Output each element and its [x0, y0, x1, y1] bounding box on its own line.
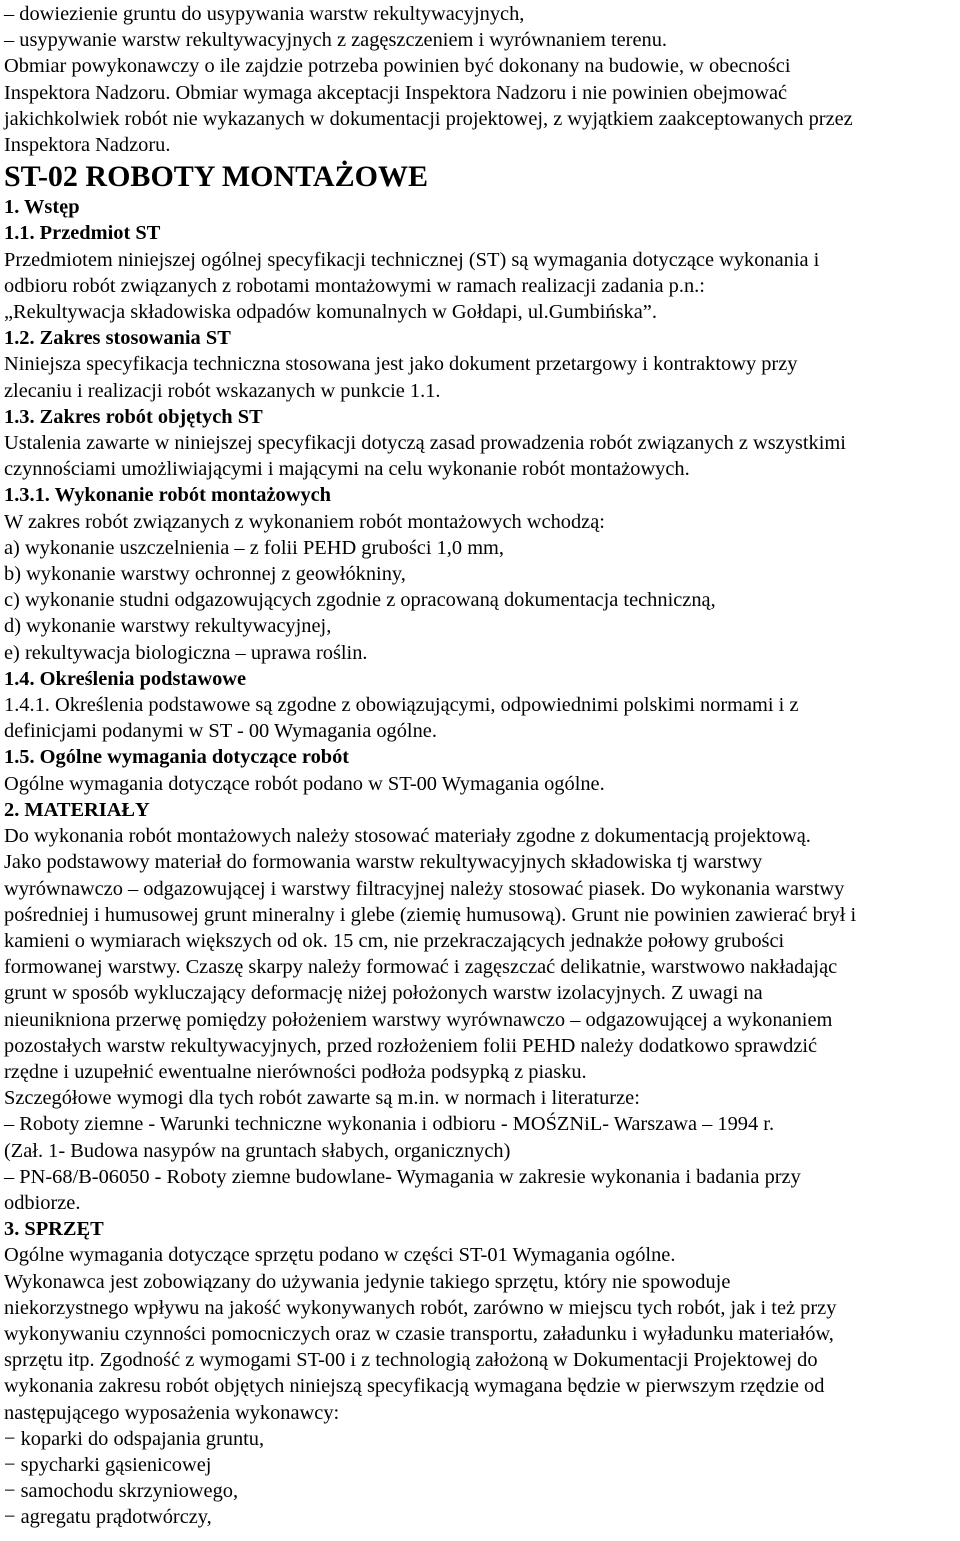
paragraph-line: grunt w sposób wykluczający deformację niżej położonych warstw izolacyjnych. Z uwagi na — [4, 982, 763, 1005]
paragraph-line: Inspektora Nadzoru. Obmiar wymaga akceptacji Inspektora Nadzoru i nie powinien obejmować — [4, 81, 788, 104]
paragraph-line: wykonania zakresu robót objętych niniejszą specyfikacją wymagana będzie w pierwszym rzędzie od — [4, 1375, 825, 1398]
paragraph-line: Niniejsza specyfikacja techniczna stosowana jest jako dokument przetargowy i kontraktowy przy — [4, 353, 798, 376]
paragraph-line: pozostałych warstw rekultywacyjnych, przed rozłożeniem folii PEHD należy dodatkowo sprawdzić — [4, 1034, 818, 1057]
paragraph-line: sprzętu itp. Zgodność z wymogami ST-00 i z technologią założoną w Dokumentacji Projektowej do — [4, 1349, 818, 1372]
section-heading: 1.3. Zakres robót objętych ST — [4, 405, 263, 428]
paragraph-line: wykonywaniu czynności pomocniczych oraz w czasie transportu, załadunku i wyładunku materiałów, — [4, 1322, 834, 1345]
list-item: – PN-68/B-06050 - Roboty ziemne budowlane- Wymagania w zakresie wykonania i badania przy — [4, 1165, 801, 1188]
paragraph-line: Jako podstawowy materiał do formowania warstw rekultywacyjnych składowiska tj warstwy — [4, 851, 763, 874]
section-heading: 1.1. Przedmiot ST — [4, 222, 161, 245]
list-item: − samochodu skrzyniowego, — [4, 1480, 239, 1503]
paragraph-line: Ustalenia zawarte w niniejszej specyfikacji dotyczą zasad prowadzenia robót związanych z wszystkimi — [4, 432, 846, 455]
paragraph-line: nieunikniona przerwę pomiędzy położeniem warstwy wyrównawczo – odgazowującej a wykonaniem — [4, 1008, 833, 1031]
paragraph-line: formowanej warstwy. Czaszę skarpy należy formować i zagęszczać delikatnie, warstwowo nakładając — [4, 956, 838, 979]
list-item: c) wykonanie studni odgazowujących zgodnie z opracowaną dokumentacja techniczną, — [4, 589, 716, 612]
paragraph-line: W zakres robót związanych z wykonaniem robót montażowych wchodzą: — [4, 510, 605, 533]
list-item: d) wykonanie warstwy rekultywacyjnej, — [4, 615, 332, 638]
list-item: – usypywanie warstw rekultywacyjnych z zagęszczeniem i wyrównaniem terenu. — [4, 29, 668, 52]
paragraph-line: niekorzystnego wpływu na jakość wykonywanych robót, zarówno w miejscu tych robót, jak i też przy — [4, 1296, 837, 1319]
list-item: b) wykonanie warstwy ochronnej z geowłókniny, — [4, 563, 406, 586]
paragraph-line: 1.4.1. Określenia podstawowe są zgodne z obowiązującymi, odpowiednimi polskimi normami i z — [4, 694, 799, 717]
section-heading: 1.4. Określenia podstawowe — [4, 667, 247, 690]
paragraph-line: „Rekultywacja składowiska odpadów komunalnych w Gołdapi, ul.Gumbińska”. — [4, 301, 657, 324]
paragraph-line: Inspektora Nadzoru. — [4, 134, 171, 157]
section-heading: 2. MATERIAŁY — [4, 798, 150, 821]
paragraph-line: następującego wyposażenia wykonawcy: — [4, 1401, 340, 1424]
paragraph-line: Szczegółowe wymogi dla tych robót zawarte są m.in. w normach i literaturze: — [4, 1087, 640, 1110]
section-heading: 1.2. Zakres stosowania ST — [4, 327, 231, 350]
document-page — [4, 1, 958, 1531]
paragraph-line: czynnościami umożliwiającymi i mającymi na celu wykonanie robót montażowych. — [4, 458, 690, 481]
paragraph-line: Ogólne wymagania dotyczące robót podano w ST-00 Wymagania ogólne. — [4, 772, 605, 795]
section-heading: 3. SPRZĘT — [4, 1218, 104, 1241]
paragraph-line: odbioru robót związanych z robotami montażowymi w ramach realizacji zadania p.n.: — [4, 274, 705, 297]
section-heading: 1.5. Ogólne wymagania dotyczące robót — [4, 746, 350, 769]
list-item: – Roboty ziemne - Warunki techniczne wykonania i odbioru - MOŚZNiL- Warszawa – 1994 r. — [4, 1113, 775, 1136]
paragraph-line: Do wykonania robót montażowych należy stosować materiały zgodne z dokumentacją projektową. — [4, 825, 811, 848]
paragraph-line: wyrównawczo – odgazowującej i warstwy filtracyjnej należy stosować piasek. Do wykonania warstwy — [4, 877, 845, 900]
section-heading: 1. Wstęp — [4, 196, 80, 219]
section-heading: 1.3.1. Wykonanie robót montażowych — [4, 484, 332, 507]
list-item: − koparki do odspajania gruntu, — [4, 1427, 265, 1450]
paragraph-line: rzędne i uzupełnić ewentualne nierówności podłoża podsypką z piasku. — [4, 1060, 587, 1083]
list-item: a) wykonanie uszczelnienia – z folii PEHD grubości 1,0 mm, — [4, 536, 505, 559]
paragraph-line: definicjami podanymi w ST - 00 Wymagania ogólne. — [4, 720, 437, 743]
paragraph-line: (Zał. 1- Budowa nasypów na gruntach słabych, organicznych) — [4, 1139, 511, 1162]
list-item: − spycharki gąsienicowej — [4, 1453, 212, 1476]
paragraph-line: Obmiar powykonawczy o ile zajdzie potrzeba powinien być dokonany na budowie, w obecności — [4, 55, 791, 78]
paragraph-line: jakichkolwiek robót nie wykazanych w dokumentacji projektowej, z wyjątkiem zaakceptowanych przez — [4, 107, 853, 130]
paragraph-line: kamieni o wymiarach większych od ok. 15 cm, nie przekraczających jednakże połowy grubości — [4, 929, 785, 952]
paragraph-line: zlecaniu i realizacji robót wskazanych w punkcie 1.1. — [4, 379, 441, 402]
list-item: e) rekultywacja biologiczna – uprawa roślin. — [4, 641, 368, 664]
list-item: − agregatu prądotwórczy, — [4, 1506, 212, 1529]
paragraph-line: Przedmiotem niniejszej ogólnej specyfikacji technicznej (ST) są wymagania dotyczące wykonania i — [4, 248, 820, 271]
paragraph-line: Wykonawca jest zobowiązany do używania jedynie takiego sprzętu, który nie spowoduje — [4, 1270, 731, 1293]
list-item: – dowiezienie gruntu do usypywania warstw rekultywacyjnych, — [4, 3, 525, 25]
paragraph-line: odbiorze. — [4, 1191, 81, 1214]
section-title: ST-02 ROBOTY MONTAŻOWE — [4, 160, 428, 194]
paragraph-line: pośredniej i humusowej grunt mineralny i glebe (ziemię humusową). Grunt nie powinien zawierać brył i — [4, 903, 857, 926]
paragraph-line: Ogólne wymagania dotyczące sprzętu podano w części ST-01 Wymagania ogólne. — [4, 1244, 676, 1267]
